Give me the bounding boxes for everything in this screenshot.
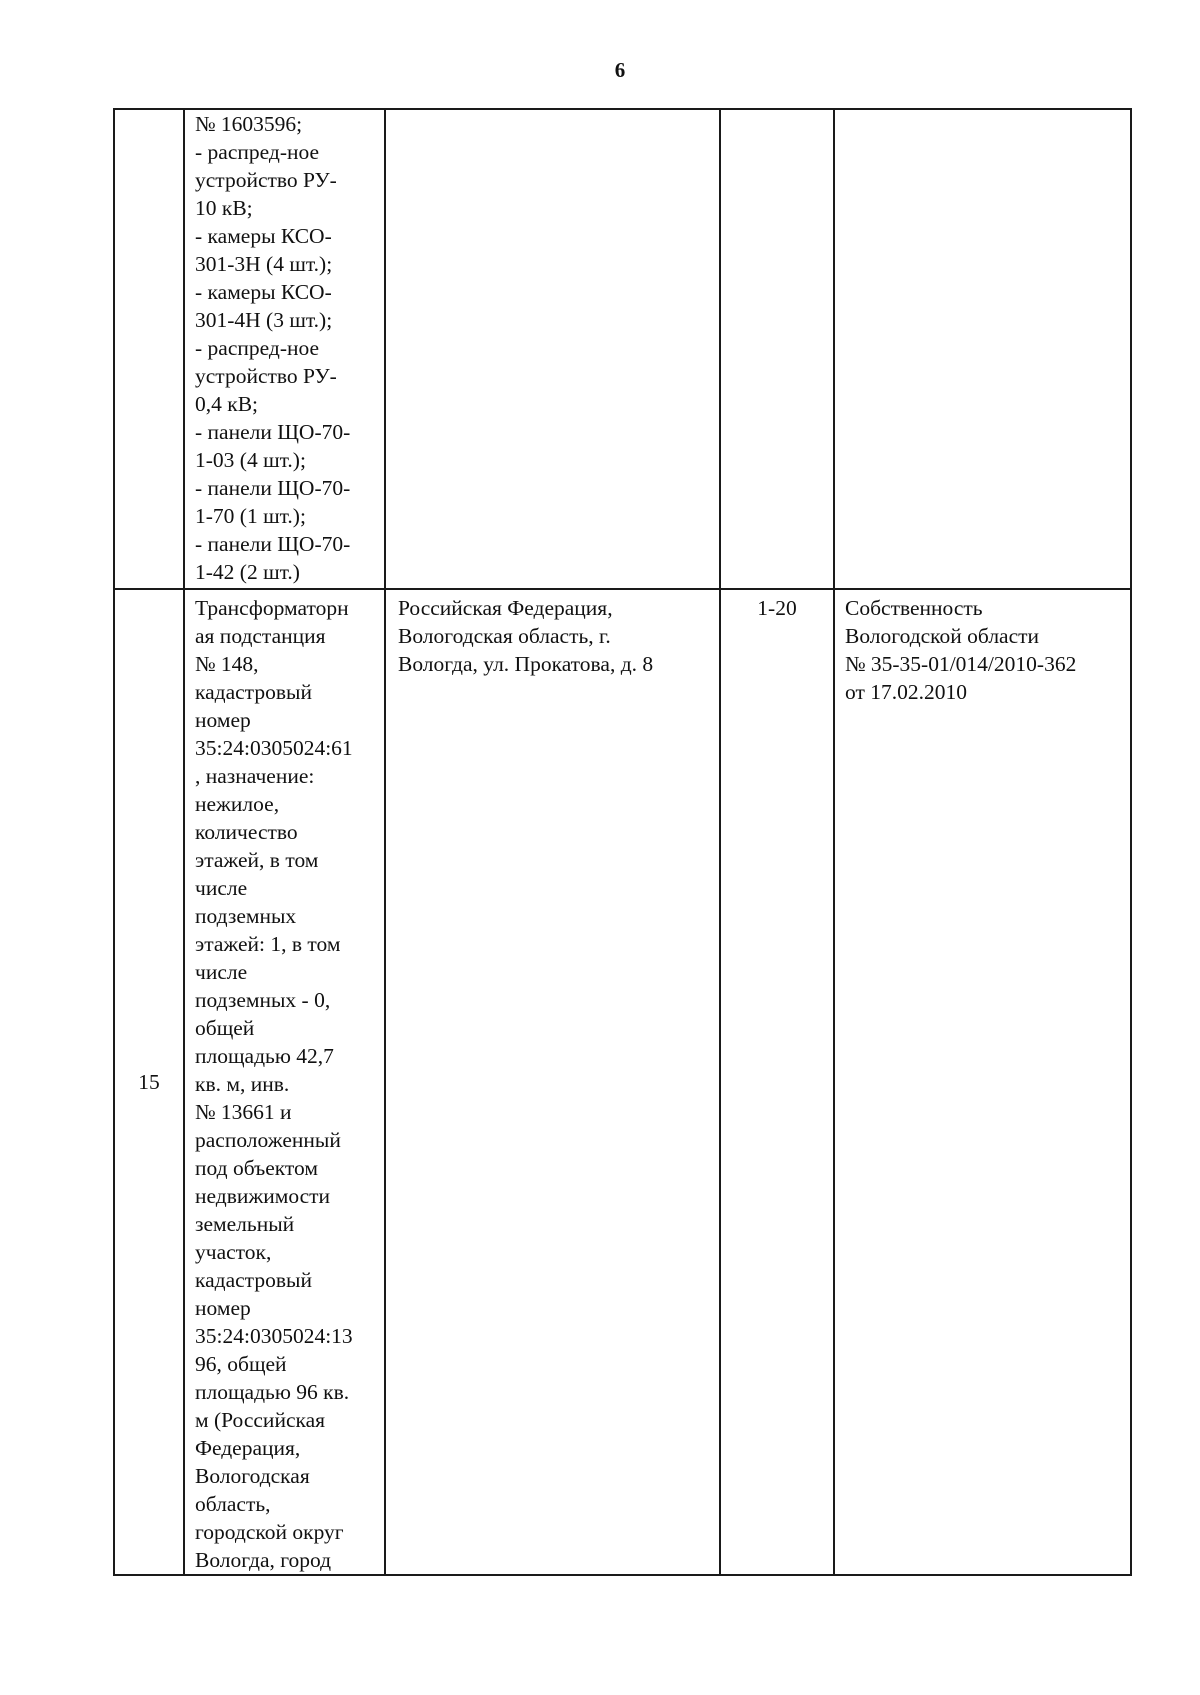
- table-row-15: [114, 589, 1131, 1575]
- number-cell: [114, 589, 184, 1575]
- floors-cell: [720, 589, 834, 1575]
- text-line: 35:24:0305024:61: [195, 736, 353, 760]
- text-line: числе: [195, 876, 248, 900]
- property-table: [113, 108, 1132, 1576]
- text-line: Российская Федерация,: [398, 596, 613, 620]
- ownership-cell: [834, 109, 1131, 589]
- text-line: расположенный: [195, 1128, 341, 1152]
- text-line: № 1603596;: [195, 112, 303, 136]
- text-line: - панели ЩО-70-: [195, 532, 351, 556]
- text-line: этажей: 1, в том: [195, 932, 341, 956]
- text-line: кадастровый: [195, 680, 312, 704]
- text-line: нежилое,: [195, 792, 280, 816]
- row-number: 15: [138, 1070, 160, 1094]
- text-line: Вологодская: [195, 1464, 310, 1488]
- text-line: городской округ: [195, 1520, 344, 1544]
- description-cell: [184, 109, 385, 589]
- text-line: - камеры КСО-: [195, 280, 332, 304]
- text-line: м (Российская: [195, 1408, 326, 1432]
- text-line: область,: [195, 1492, 271, 1516]
- text-line: подземных: [195, 904, 297, 928]
- text-line: от 17.02.2010: [845, 680, 967, 704]
- text-line: земельный: [195, 1212, 295, 1236]
- text-line: недвижимости: [195, 1184, 331, 1208]
- text-line: ая подстанция: [195, 624, 326, 648]
- address-text: [386, 590, 719, 678]
- text-line: этажей, в том: [195, 848, 319, 872]
- text-line: номер: [195, 708, 251, 732]
- text-line: - распред-ное: [195, 336, 320, 360]
- text-line: под объектом: [195, 1156, 318, 1180]
- text-line: общей: [195, 1016, 255, 1040]
- text-line: 301-3Н (4 шт.);: [195, 252, 333, 276]
- text-line: площадью 42,7: [195, 1044, 334, 1068]
- text-line: номер: [195, 1296, 251, 1320]
- text-line: Вологда, город: [195, 1548, 332, 1572]
- text-line: числе: [195, 960, 248, 984]
- text-line: 0,4 кВ;: [195, 392, 259, 416]
- text-line: Вологодская область, г.: [398, 624, 611, 648]
- table-row-continued: [114, 109, 1131, 589]
- text-line: участок,: [195, 1240, 272, 1264]
- text-line: № 148,: [195, 652, 259, 676]
- text-line: - распред-ное: [195, 140, 320, 164]
- text-line: Трансформаторн: [195, 596, 349, 620]
- text-line: , назначение:: [195, 764, 315, 788]
- text-line: - камеры КСО-: [195, 224, 332, 248]
- text-line: 35:24:0305024:13: [195, 1324, 353, 1348]
- floors-cell: [720, 109, 834, 589]
- text-line: устройство РУ-: [195, 364, 337, 388]
- address-cell: [385, 589, 720, 1575]
- text-line: 1-70 (1 шт.);: [195, 504, 306, 528]
- ownership-cell: [834, 589, 1131, 1575]
- text-line: кв. м, инв.: [195, 1072, 290, 1096]
- text-line: 301-4Н (3 шт.);: [195, 308, 333, 332]
- description-text: [185, 110, 384, 586]
- text-line: - панели ЩО-70-: [195, 476, 351, 500]
- text-line: 96, общей: [195, 1352, 287, 1376]
- text-line: Федерация,: [195, 1436, 301, 1460]
- floors-text: 1-20: [757, 596, 797, 620]
- text-line: устройство РУ-: [195, 168, 337, 192]
- text-line: количество: [195, 820, 298, 844]
- text-line: № 13661 и: [195, 1100, 292, 1124]
- text-line: 1-03 (4 шт.);: [195, 448, 306, 472]
- text-line: № 35-35-01/014/2010-362: [845, 652, 1077, 676]
- ownership-text: [835, 590, 1130, 706]
- text-line: подземных - 0,: [195, 988, 331, 1012]
- text-line: площадью 96 кв.: [195, 1380, 350, 1404]
- text-line: 10 кВ;: [195, 196, 253, 220]
- address-cell: [385, 109, 720, 589]
- text-line: Вологодской области: [845, 624, 1040, 648]
- description-text: [185, 590, 384, 1574]
- text-line: 1-42 (2 шт.): [195, 560, 300, 584]
- text-line: кадастровый: [195, 1268, 312, 1292]
- description-cell: [184, 589, 385, 1575]
- page-number: 6: [614, 58, 626, 82]
- text-line: Собственность: [845, 596, 983, 620]
- number-cell: [114, 109, 184, 589]
- text-line: Вологда, ул. Прокатова, д. 8: [398, 652, 654, 676]
- text-line: - панели ЩО-70-: [195, 420, 351, 444]
